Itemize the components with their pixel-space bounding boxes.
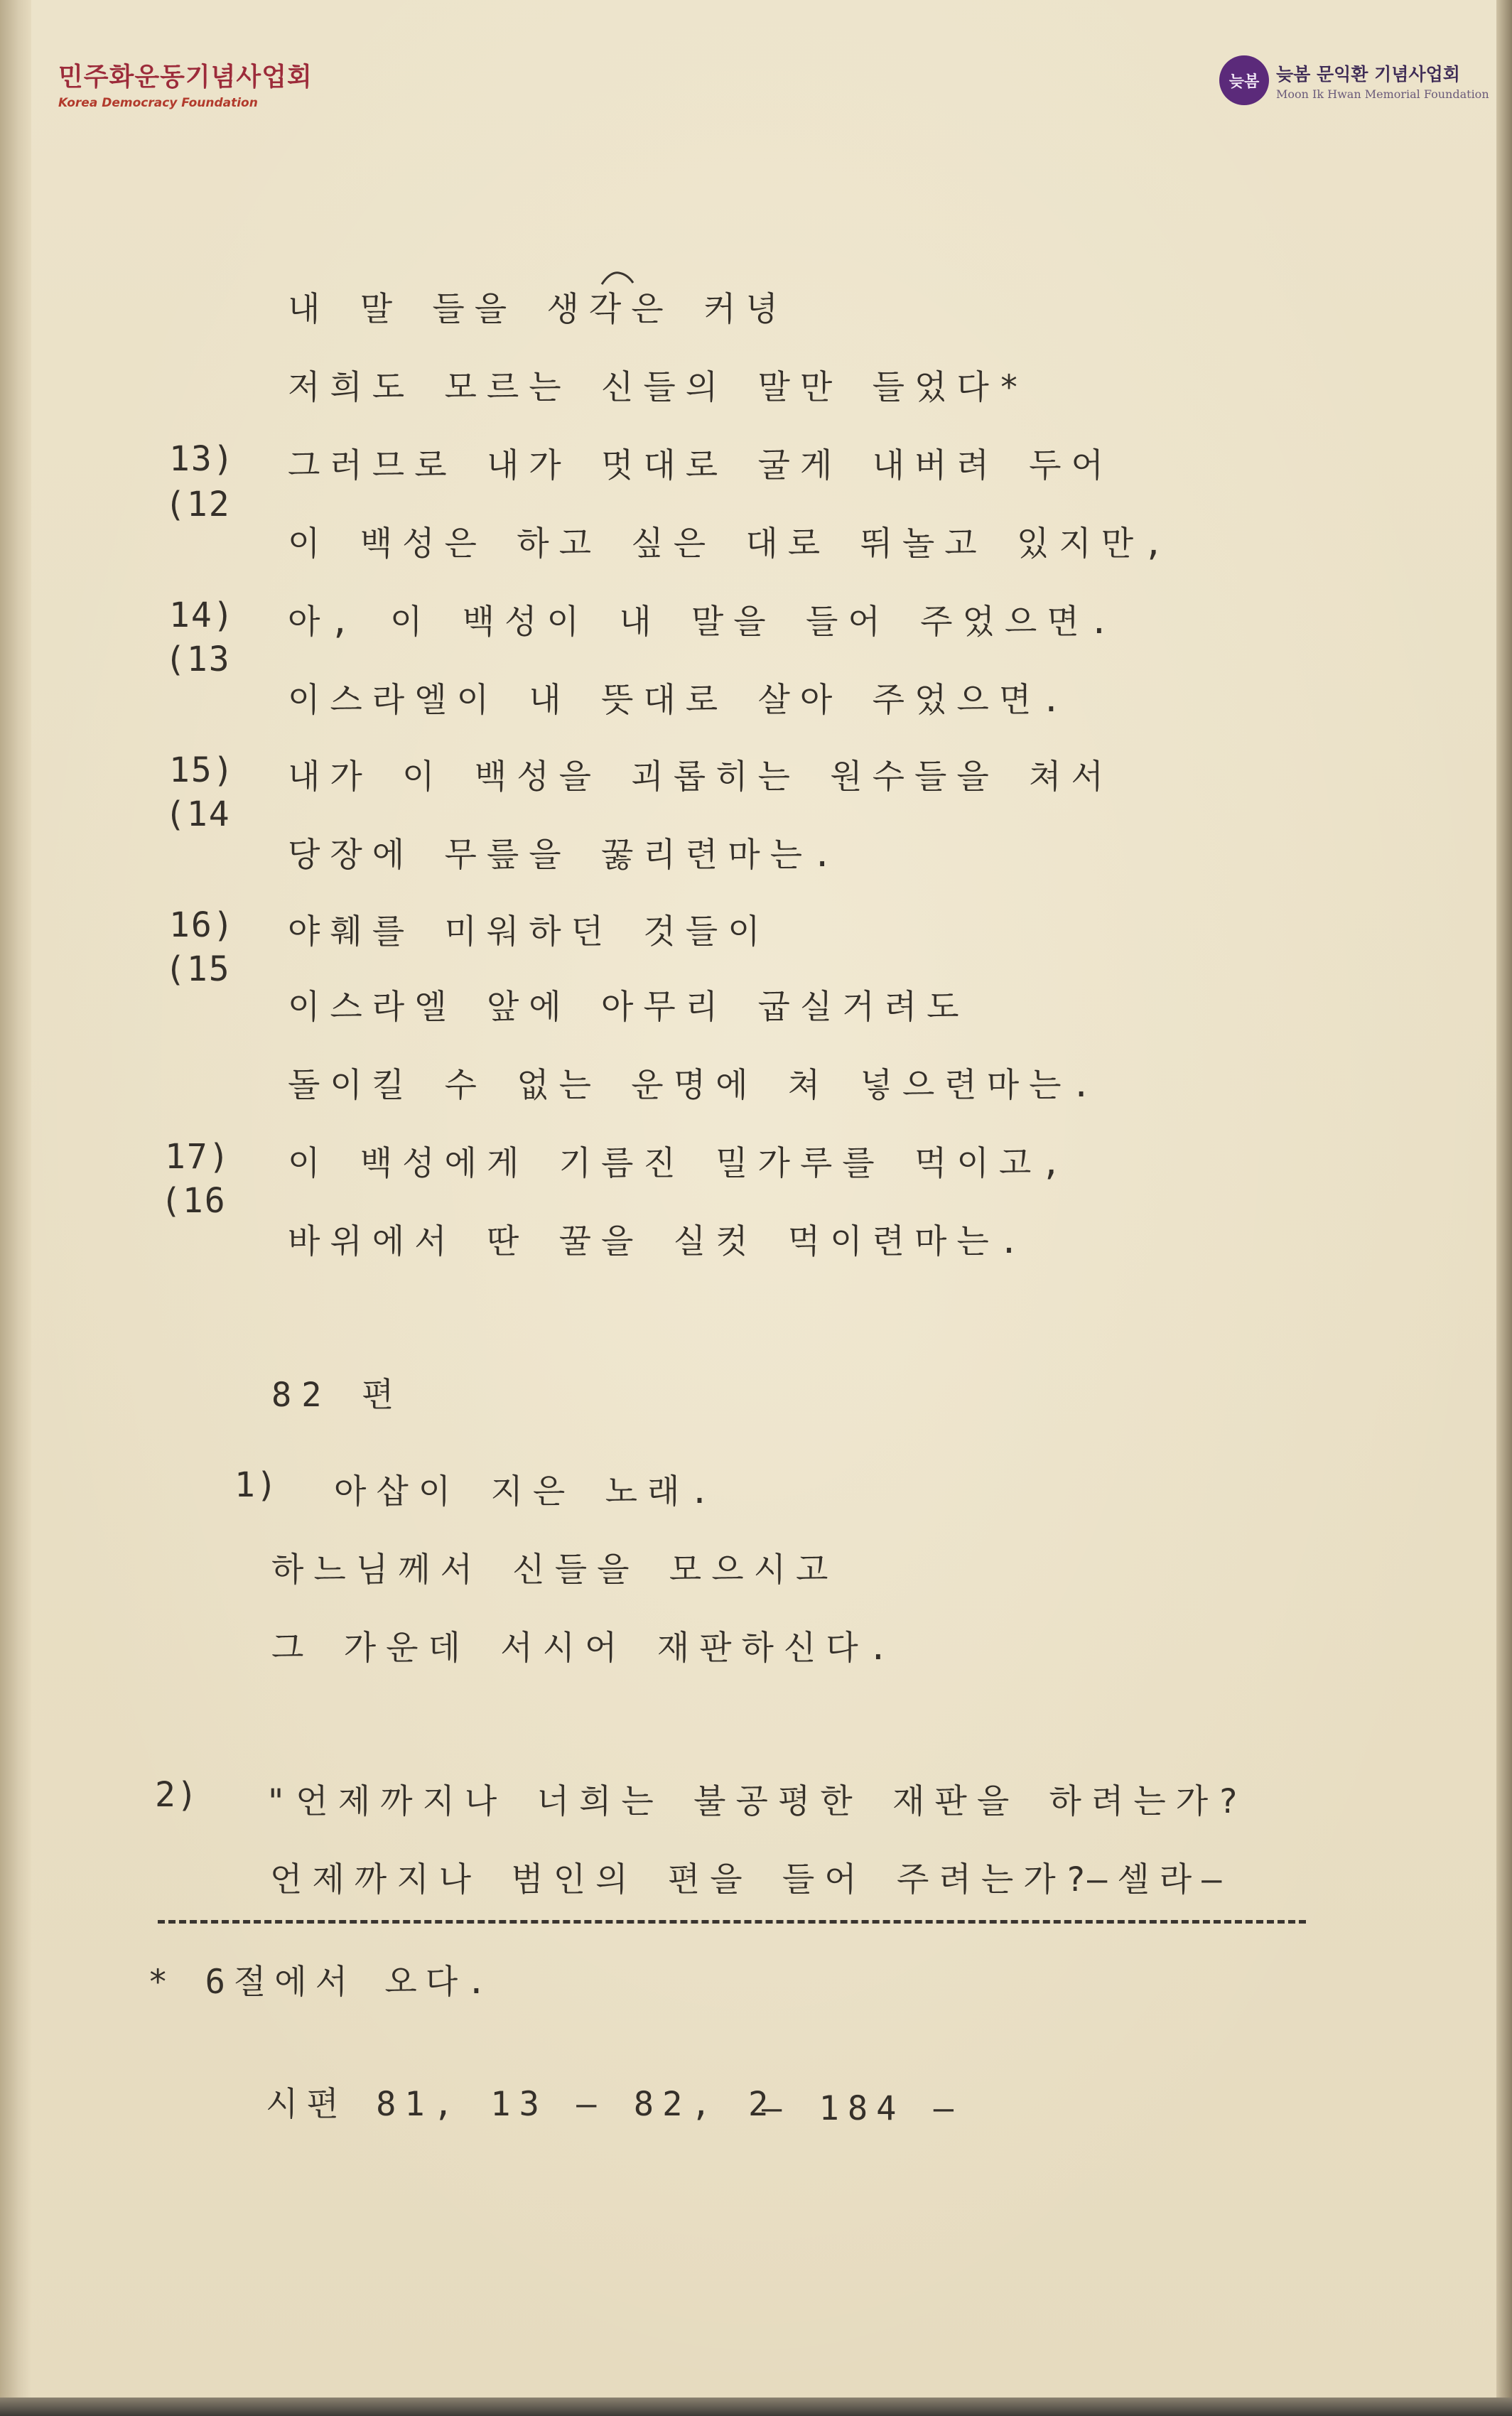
foundation-emblem-icon: 늦봄 <box>1219 55 1269 105</box>
logo-right-english: Moon Ik Hwan Memorial Foundation <box>1276 87 1489 101</box>
text-line: 이스라엘 앞에 아무리 굽실거려도 <box>288 988 969 1027</box>
moon-ik-hwan-foundation-logo <box>1219 55 1489 105</box>
binding-shadow-right <box>1496 0 1512 2416</box>
verse-number: 14) <box>169 595 235 635</box>
text-line: 그러므로 내가 멋대로 굴게 내버려 두어 <box>288 446 1113 485</box>
page-number: — 184 — <box>762 2089 963 2128</box>
text-line: 돌이킬 수 없는 운명에 쳐 넣으련마는. <box>288 1066 1101 1105</box>
alt-verse-number: (15 <box>165 949 231 989</box>
logo-left-korean: 민주화운동기념사업회 <box>58 63 313 92</box>
verse-number: 2) <box>155 1775 199 1815</box>
alt-verse-number: (13 <box>165 640 231 679</box>
psalm-heading: 82 편 <box>271 1376 404 1415</box>
binding-shadow-left <box>0 0 31 2416</box>
verse-number: 16) <box>169 905 235 945</box>
verse-number: 15) <box>169 750 235 790</box>
text-line: 아, 이 백성이 내 말을 들어 주었으면. <box>288 603 1119 642</box>
page-reference: 시편 81, 13 — 82, 2 <box>266 2085 777 2124</box>
text-line: "언제까지나 너희는 불공평한 재판을 하려는가? <box>266 1782 1248 1821</box>
text-line: 언제까지나 범인의 편을 들어 주려는가? <box>270 1860 1096 1899</box>
verse-number: 1) <box>234 1465 279 1505</box>
text-line: 내가 이 백성을 괴롭히는 원수들을 쳐서 <box>288 757 1113 797</box>
text-line: 저희도 모르는 신들의 말만 들었다* <box>288 368 1030 407</box>
footnote-divider <box>158 1920 1306 1924</box>
text-line: 하느님께서 신들을 모으시고 <box>271 1551 838 1590</box>
text-line: 야훼를 미워하던 것들이 <box>288 912 770 951</box>
text-line: 아삽이 지은 노래. <box>334 1472 720 1511</box>
text-line: 그 가운데 서시어 재판하신다. <box>271 1629 899 1668</box>
text-line: 당장에 무릎을 꿇리련마는. <box>288 836 843 875</box>
logo-left-english: Korea Democracy Foundation <box>58 96 258 110</box>
page-bottom-edge <box>0 2398 1512 2416</box>
verse-number: 13) <box>169 439 235 479</box>
text-line: 바위에서 딴 꿀을 실컷 먹이련마는. <box>288 1222 1030 1261</box>
text-line: 이 백성은 하고 싶은 대로 뛰놀고 있지만, <box>288 524 1174 563</box>
verse-number: 17) <box>165 1137 231 1177</box>
text-line: 이스라엘이 내 뜻대로 살아 주었으면. <box>288 681 1071 720</box>
logo-right-korean: 늦봄 문익환 기념사업회 <box>1276 63 1460 85</box>
selah-mark: —셀라— <box>1087 1860 1232 1899</box>
korea-democracy-foundation-logo <box>58 57 313 110</box>
footnote: * 6절에서 오다. <box>148 1963 495 2002</box>
text-line: 이 백성에게 기름진 밀가루를 먹이고, <box>288 1144 1071 1183</box>
text-line: 내 말 들을 생각은 커녕 <box>288 290 788 329</box>
alt-verse-number: (14 <box>165 794 231 834</box>
alt-verse-number: (12 <box>165 485 231 524</box>
alt-verse-number: (16 <box>161 1181 227 1221</box>
